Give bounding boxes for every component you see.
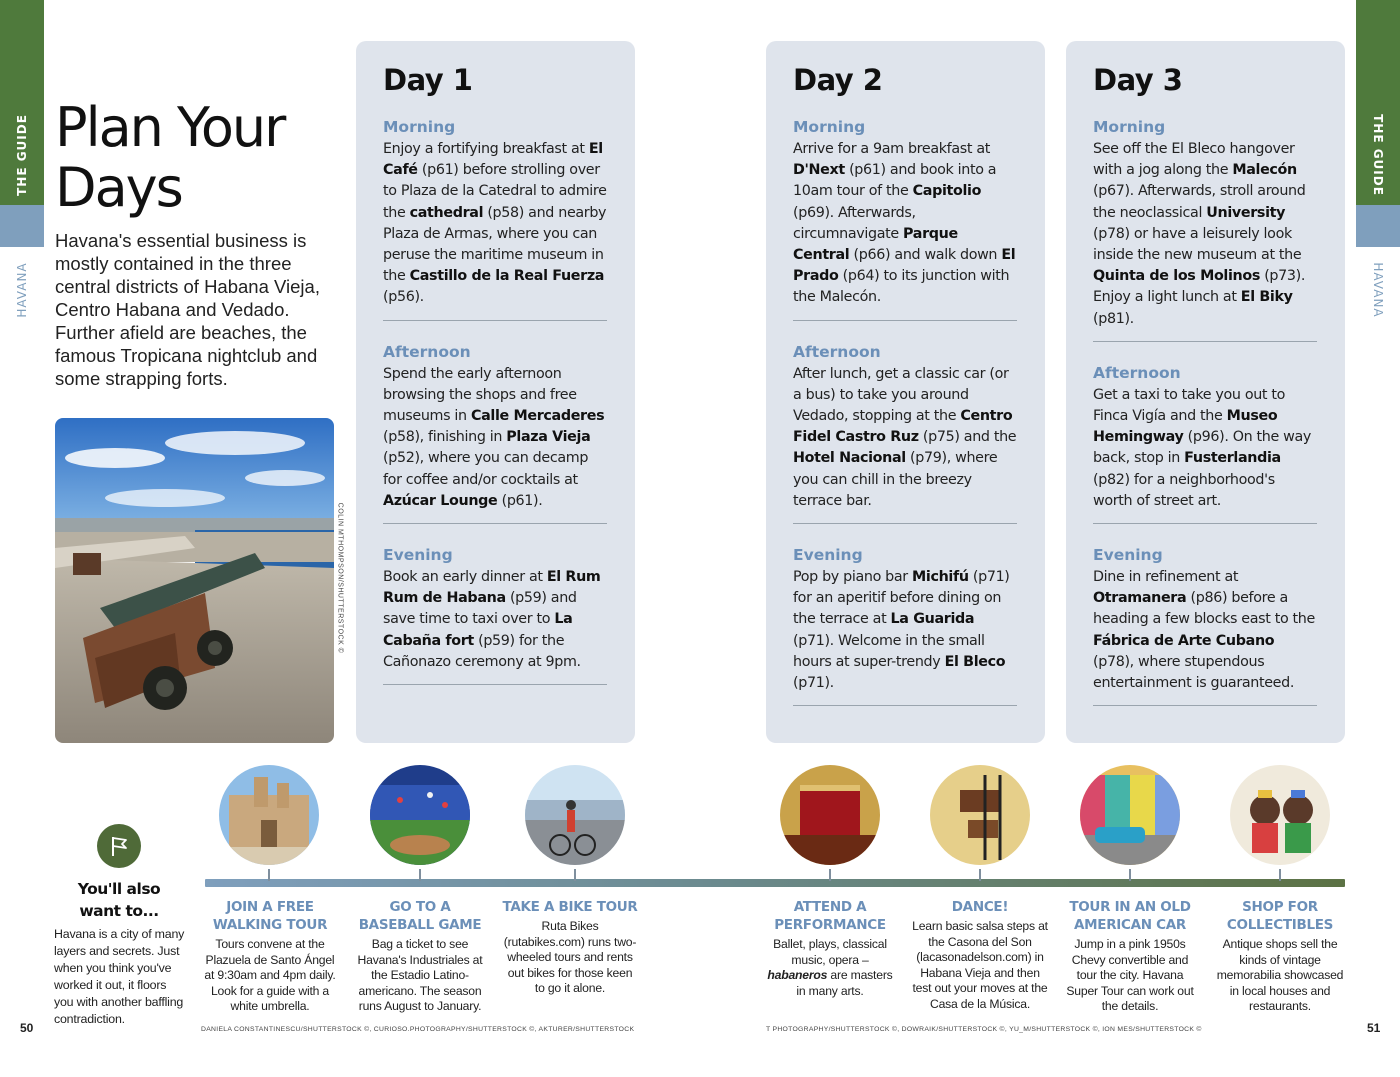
- region-label-left: HAVANA: [15, 262, 29, 318]
- slot-heading: Afternoon: [1093, 363, 1181, 382]
- timeline-tick: [829, 869, 831, 881]
- photo-credit: COLIN MTHOMPSON/SHUTTERSTOCK ©: [336, 502, 344, 654]
- slot-text: Arrive for a 9am breakfast at D'Next (p61) and book into a 10am tour of the Capitolio (p69). Afterwards, circumnavigate Parque Central (p66) and walk down El Prado (p64) to its junction with the Malecón.: [793, 141, 1016, 306]
- slot-text: Pop by piano bar Michifú (p71) for an aperitif before dining on the terrace at La Guarida (p71). Welcome in the small hours at super-trendy El Bleco (p71).: [793, 569, 1010, 692]
- slot-text: Spend the early afternoon browsing the shops and free museums in Calle Mercaderes (p58), finishing in Plaza Vieja (p52), where you can decamp for coffee and/or cocktails at Azúcar Lounge (p61).: [383, 365, 605, 509]
- morning-section: [1093, 117, 1317, 342]
- slot-heading: Evening: [793, 546, 863, 565]
- cannon-photo: [55, 418, 334, 743]
- activity-performance: [762, 898, 898, 999]
- slot-heading: Evening: [1093, 546, 1163, 565]
- slot-text: Book an early dinner at El Rum Rum de Habana (p59) and save time to taxi over to La Cabaña fort (p59) for the Cañonazo ceremony at 9pm.: [383, 569, 601, 670]
- activity-title: ATTEND A PERFORMANCE: [774, 899, 886, 933]
- slot-heading: Morning: [383, 118, 456, 136]
- photo-credits-right: T PHOTOGRAPHY/SHUTTERSTOCK ©, DOWRAIK/SHUTTERSTOCK ©, YU_M/SHUTTERSTOCK ©, ION MES/SHUTTERSTOCK ©: [766, 1026, 1202, 1033]
- day-1-card: [356, 41, 635, 743]
- slot-heading: Morning: [1093, 118, 1166, 136]
- flag-icon: [97, 824, 141, 868]
- afternoon-section: [1093, 363, 1317, 524]
- timeline-tick: [268, 869, 270, 881]
- afternoon-section: [383, 342, 607, 524]
- activity-text: Ruta Bikes (rutabikes.com) runs two-wheeled tours and rents out bikes for those keen to go it alone.: [503, 919, 637, 996]
- activity-title: SHOP FOR COLLECTIBLES: [1226, 899, 1334, 933]
- bike-tour-photo: [525, 765, 625, 865]
- region-label-right: HAVANA: [1371, 262, 1385, 318]
- timeline-tick: [1279, 869, 1281, 881]
- evening-section: [793, 545, 1017, 706]
- timeline-tick: [574, 869, 576, 881]
- photo-credits-left: DANIELA CONSTANTINESCU/SHUTTERSTOCK ©, CURIOSO.PHOTOGRAPHY/SHUTTERSTOCK ©, AKTURER/SHUTTERSTOCK: [201, 1026, 635, 1033]
- dance-sign-photo: [930, 765, 1030, 865]
- activity-title: TOUR IN AN OLD AMERICAN CAR: [1069, 899, 1191, 933]
- guide-label-right: THE GUIDE: [1371, 114, 1385, 196]
- activity-text: Bag a ticket to see Havana's Industriales at the Estadio Latino-americano. The season runs August to January.: [357, 937, 483, 1014]
- region-tab-right: [1356, 205, 1400, 247]
- slot-heading: Afternoon: [793, 342, 881, 361]
- activity-dance: [912, 898, 1048, 1013]
- activity-title: DANCE!: [951, 899, 1009, 915]
- also-title: You'll also want to...: [77, 880, 161, 920]
- slot-heading: Evening: [383, 546, 453, 565]
- day-3-card: [1066, 41, 1345, 743]
- classic-car-photo: [1080, 765, 1180, 865]
- activity-title: JOIN A FREE WALKING TOUR: [212, 899, 328, 933]
- page-number-left: 50: [20, 1021, 34, 1035]
- slot-text: Get a taxi to take you out to Finca Vigía and the Museo Hemingway (p96). On the way back, stop in Fusterlandia (p82) for a neighborhood's worth of street art.: [1093, 386, 1312, 509]
- activity-text: Learn basic salsa steps at the Casona del Son (lacasonadelson.com) in Habana Vieja and then test out your moves at the Casa de la Música.: [912, 919, 1048, 1011]
- activity-collectibles: [1212, 898, 1348, 1015]
- evening-section: [1093, 545, 1317, 706]
- activity-baseball: [352, 898, 488, 1015]
- region-tab-left: [0, 205, 44, 247]
- slot-heading: Morning: [793, 118, 866, 136]
- collectibles-photo: [1230, 765, 1330, 865]
- timeline-tick: [1129, 869, 1131, 881]
- activity-old-car: [1062, 898, 1198, 1015]
- activity-title: GO TO A BASEBALL GAME: [358, 899, 482, 933]
- slot-text: After lunch, get a classic car (or a bus) to take you around Vedado, stopping at the Centro Fidel Castro Ruz (p75) and the Hotel Nacional (p79), where you can chill in the breezy terrace bar.: [793, 365, 1017, 509]
- baseball-photo: [370, 765, 470, 865]
- guide-label-left: THE GUIDE: [15, 114, 29, 196]
- slot-heading: Afternoon: [383, 342, 471, 361]
- activity-title: TAKE A BIKE TOUR: [502, 899, 638, 915]
- morning-section: [793, 117, 1017, 321]
- timeline-tick: [979, 869, 981, 881]
- slot-text: See off the El Bleco hangover with a jog along the Malecón (p67). Afterwards, stroll around the neoclassical University (p78) or have a leisurely look inside the new museum at the Quinta de los Molinos (p73). Enjoy a light lunch at El Biky (p81).: [1093, 141, 1306, 327]
- theater-photo: [780, 765, 880, 865]
- activity-walking-tour: [202, 898, 338, 1015]
- slot-text: Enjoy a fortifying breakfast at El Café (p61) before strolling over to Plaza de la Catedral to admire the cathedral (p58) and nearby Plaza de Armas, where you can peruse the maritime museum in the Castillo de la Real Fuerza (p56).: [383, 141, 607, 306]
- activity-bike-tour: [502, 898, 638, 997]
- activity-text: Ballet, plays, classical music, opera – habaneros are masters in many arts.: [767, 937, 893, 998]
- day-title: Day 1: [383, 63, 473, 97]
- page-number-right: 51: [1367, 1021, 1381, 1035]
- day-title: Day 3: [1093, 63, 1183, 97]
- day-title: Day 2: [793, 63, 883, 97]
- afternoon-section: [793, 342, 1017, 524]
- morning-section: [383, 117, 607, 321]
- activity-text: Antique shops sell the kinds of vintage memorabilia showcased in local houses and restaurants.: [1216, 937, 1344, 1014]
- intro-text: Havana's essential business is mostly contained in the three central districts of Habana Vieja, Centro Habana and Vedado. Further afield are beaches, the famous Tropicana nightclub and some strapping forts.: [55, 230, 320, 389]
- day-2-card: [766, 41, 1045, 743]
- timeline-tick: [419, 869, 421, 881]
- also-text: Havana is a city of many layers and secrets. Just when you think you've worked it out, it floors you with another baffling contradiction.: [54, 927, 185, 1026]
- timeline-bar: [205, 879, 1345, 887]
- activity-text: Tours convene at the Plazuela de Santo Ángel at 9:30am and 4pm daily. Look for a guide with a white umbrella.: [204, 937, 336, 1014]
- walking-tour-photo: [219, 765, 319, 865]
- slot-text: Dine in refinement at Otramanera (p86) before a heading a few blocks east to the Fábrica de Arte Cubano (p78), where stupendous entertainment is guaranteed.: [1093, 569, 1315, 692]
- page-title: Plan Your Days: [55, 96, 285, 219]
- activity-text: Jump in a pink 1950s Chevy convertible and tour the city. Havana Super Tour can work out the details.: [1066, 937, 1194, 1014]
- evening-section: [383, 545, 607, 685]
